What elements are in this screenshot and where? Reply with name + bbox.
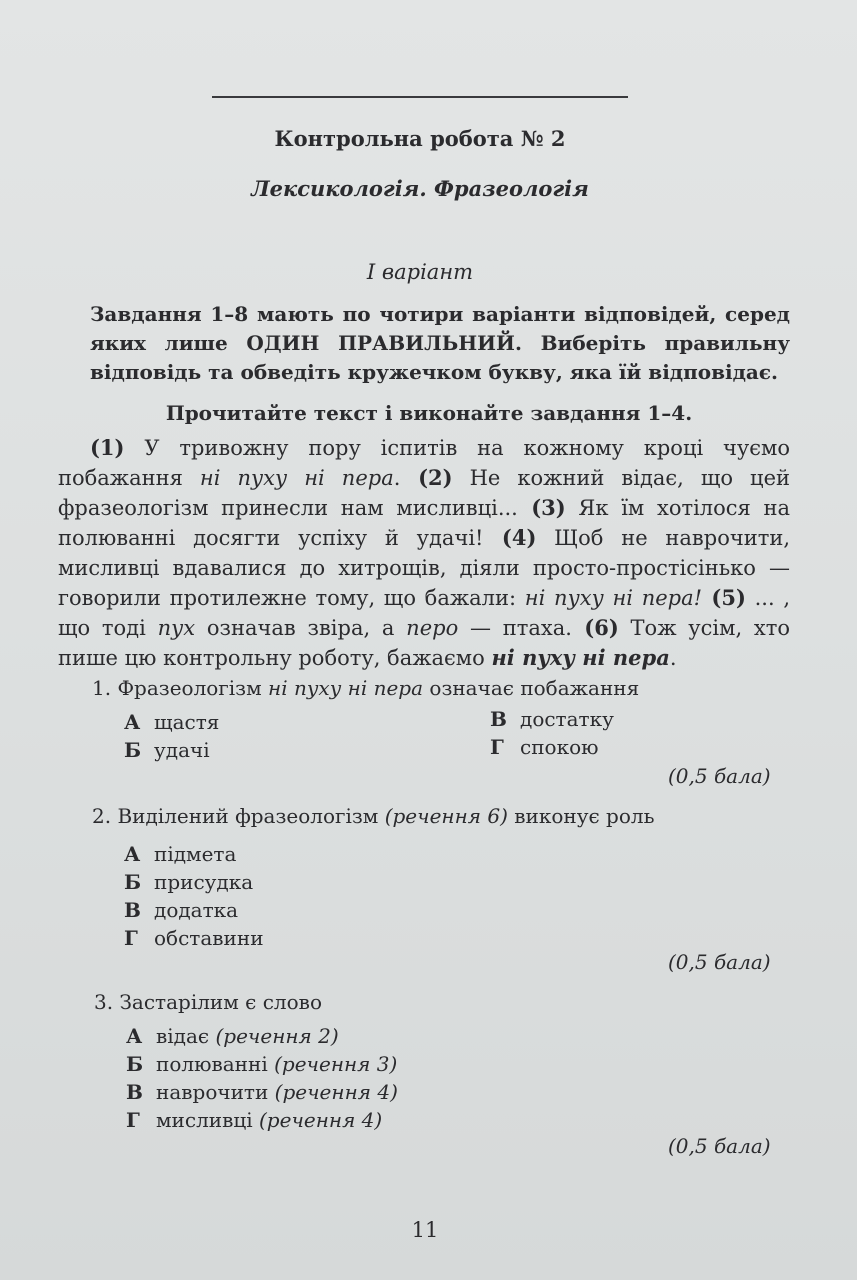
q3-points: (0,5 бала) <box>668 1134 771 1158</box>
q2-points: (0,5 бала) <box>668 950 771 974</box>
header-rule <box>212 96 628 98</box>
q1-option-c[interactable]: В достатку <box>490 707 614 731</box>
question-2: 2. Виділений фразеологізм (речення 6) виконує роль <box>92 804 655 828</box>
q2-option-c[interactable]: В додатка <box>124 898 239 922</box>
reading-text: (1) У тривожну пору іспитів на кожному кроці чуємо побажання ні пуху ні пера. (2) Не кожний відає, що цей фразеологізм принесли нам мисливці... (3) Як їм хотілося на полюванні досягти успіху й удачі! (4) Щоб не наврочити, мисливці вдавалися до хитрощів, діяли просто-простісінько — говорили протилежне тому, що бажали: ні пуху ні пера! (5) ... , що тоді пух означав звіра, а перо — птаха. (6) Тож усім, хто пише цю контрольну роботу, бажаємо ні пуху ні пера. <box>58 435 791 670</box>
instructions: Завдання 1–8 мають по чотири варіанти відповідей, серед яких лише ОДИН ПРАВИЛЬНИЙ. Виберіть правильну відповідь та обведіть кружечком букву, яка їй відповідає. <box>90 302 791 384</box>
q2-option-a[interactable]: А підмета <box>124 842 237 866</box>
q3-option-d[interactable]: Г мисливці (речення 4) <box>126 1108 383 1132</box>
reading-task-heading: Прочитайте текст і виконайте завдання 1–4. <box>165 401 693 425</box>
q1-points: (0,5 бала) <box>668 764 771 788</box>
q1-option-d[interactable]: Г спокою <box>490 735 599 759</box>
question-1: 1. Фразеологізм ні пуху ні пера означає побажання <box>92 676 640 700</box>
question-3: 3. Застарілим є слово <box>94 990 322 1014</box>
page-subtitle: Лексикологія. Фразеологія <box>251 176 589 201</box>
q3-option-c[interactable]: В наврочити (речення 4) <box>126 1080 398 1104</box>
q3-option-b[interactable]: Б полюванні (речення 3) <box>126 1052 398 1076</box>
q1-option-a[interactable]: А щастя <box>124 710 220 734</box>
page-title: Контрольна робота № 2 <box>274 126 566 151</box>
q2-option-b[interactable]: Б присудка <box>124 870 254 894</box>
page-number: 11 <box>411 1218 439 1242</box>
q1-option-b[interactable]: Б удачі <box>124 738 210 762</box>
variant-label: І варіант <box>366 260 474 284</box>
q3-option-a[interactable]: А відає (речення 2) <box>126 1024 339 1048</box>
q2-option-d[interactable]: Г обставини <box>124 926 264 950</box>
